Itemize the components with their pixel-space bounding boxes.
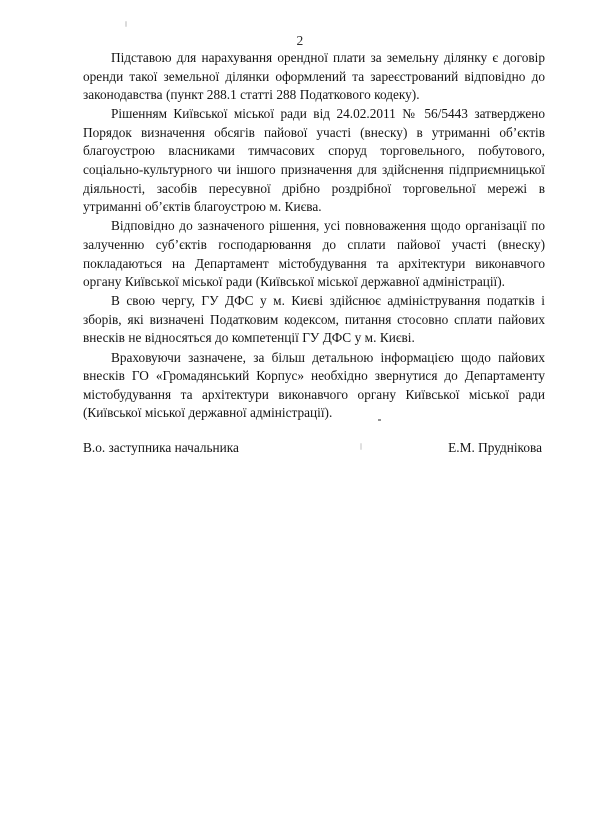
scan-artifact-speck	[360, 443, 362, 450]
page-number: 2	[296, 33, 304, 48]
signatory-title: В.о. заступника начальника	[83, 440, 239, 455]
paragraph: В свою чергу, ГУ ДФС у м. Києві здійснює адміністрування податків і зборів, які визначені Податковим кодексом, питання стосовно сплати пайових внесків не відносяться до компетенції ГУ ДФС у м. Києві.	[83, 293, 545, 346]
paragraph: Враховуючи зазначене, за більш детальною інформацією щодо пайових внесків ГО «Громадянський Корпус» необхідно звернутися до Департаменту містобудування та архітектури виконавчого органу Київської міської ради (Київської міської державної адміністрації).	[83, 349, 545, 421]
paragraph: Відповідно до зазначеного рішення, усі повноваження щодо організації по залученню суб’єктів господарювання до сплати пайової участі (внеску) покладаються на Департамент містобудування та архітектури виконавчого органу Київської міської ради (Київської міської державної адміністрації).	[83, 218, 545, 290]
paragraph: Підставою для нарахування орендної плати за земельну ділянку є договір оренди такої земельної ділянки оформлений та зареєстрований відповідно до законодавства (пункт 288.1 статті 288 Податкового кодеку).	[83, 50, 545, 103]
signature-block	[83, 439, 545, 457]
signatory-name: Е.М. Пруднікова	[448, 440, 542, 455]
scan-artifact-speck	[378, 419, 381, 421]
document-body	[83, 49, 545, 423]
scan-artifact-speck	[125, 21, 127, 27]
paragraph: Рішенням Київської міської ради від 24.02.2011 № 56/5443 затверджено Порядок визначення обсягів пайової участі (внеску) в утриманні об’єктів благоустрою власниками тимчасових споруд торговельного, побутового, соціально-культурного чи іншого призначення для здійснення підприємницької діяльності, засобів пересувної дрібно роздрібної торговельної мережі в утриманні об’єктів благоустрою м. Києва.	[83, 106, 545, 215]
